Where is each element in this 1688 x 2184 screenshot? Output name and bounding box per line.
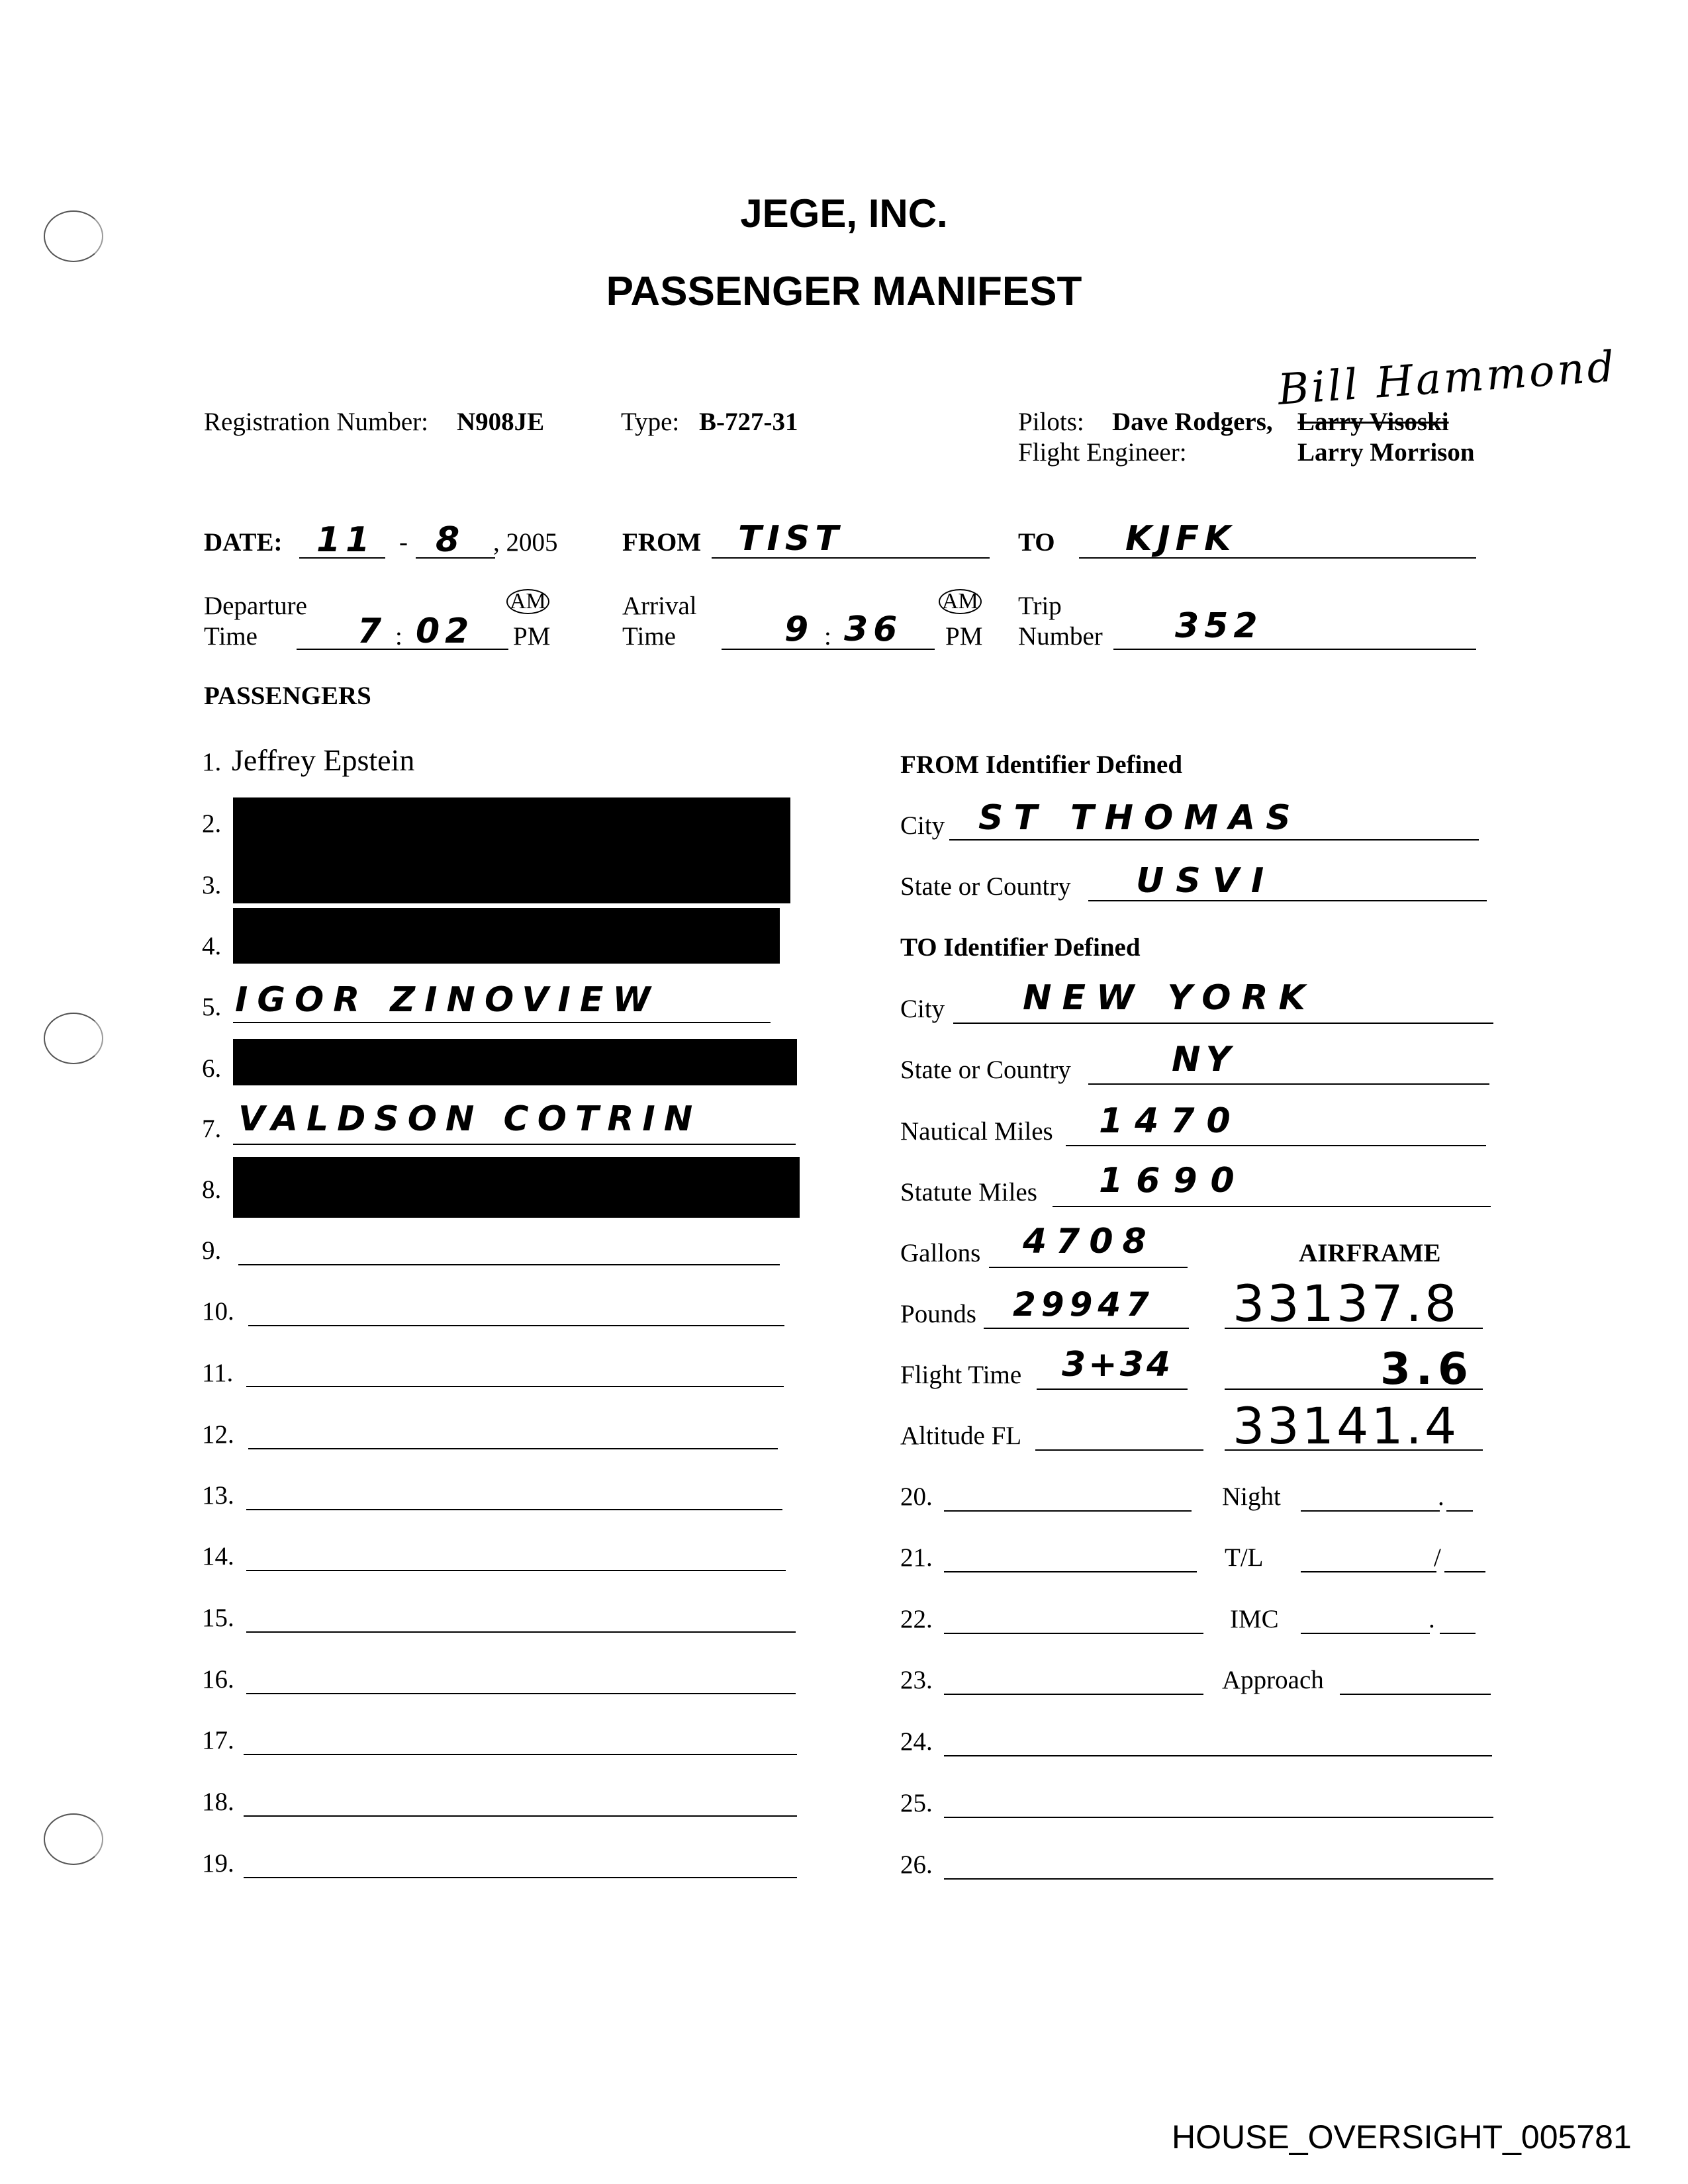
to-state-line [1088, 1083, 1489, 1085]
departure-pm: PM [513, 622, 551, 651]
row-number: 24. [900, 1727, 933, 1756]
passenger-number: 2. [202, 809, 222, 838]
passenger-line [246, 1693, 796, 1694]
airframe-1-value: 33137.8 [1233, 1274, 1460, 1333]
row-number: 20. [900, 1482, 933, 1511]
passenger-line [233, 1022, 771, 1023]
passenger-number: 10. [202, 1297, 234, 1326]
to-label: TO [1018, 528, 1055, 557]
passenger-name-handwritten: IGOR ZINOVIEW [235, 980, 660, 1020]
row-number: 21. [900, 1543, 933, 1572]
passenger-number: 6. [202, 1054, 222, 1083]
registration-label: Registration Number: [204, 408, 429, 436]
pilot-2-struck: Larry Visoski [1297, 408, 1449, 436]
flight-time-label: Flight Time [900, 1361, 1022, 1389]
statute-miles-value: 1690 [1099, 1161, 1248, 1201]
row-line [944, 1510, 1192, 1512]
imc-label: IMC [1230, 1605, 1279, 1633]
trip-line [1113, 649, 1476, 650]
pilots-label: Pilots: [1018, 408, 1084, 436]
imc-line [1301, 1633, 1430, 1634]
altitude-label: Altitude FL [900, 1422, 1022, 1450]
date-label: DATE: [204, 528, 283, 557]
passenger-number: 15. [202, 1604, 234, 1632]
to-identifier-heading: TO Identifier Defined [900, 933, 1141, 962]
imc-dot: . [1429, 1605, 1435, 1633]
gallons-value: 4708 [1023, 1222, 1156, 1261]
pounds-line [984, 1328, 1189, 1329]
departure-colon: : [395, 622, 402, 651]
passenger-number: 18. [202, 1788, 234, 1816]
page-title: PASSENGER MANIFEST [606, 269, 1082, 314]
redaction-box [233, 908, 780, 964]
pilot-1: Dave Rodgers, [1112, 408, 1273, 436]
passenger-number: 7. [202, 1115, 222, 1143]
trip-value: 352 [1175, 606, 1263, 646]
date-month: 11 [316, 520, 375, 560]
passenger-number: 12. [202, 1420, 234, 1449]
company-name: JEGE, INC. [740, 191, 948, 236]
redaction-box [233, 1039, 797, 1085]
night-line [1301, 1510, 1440, 1512]
passenger-name-typed: Jeffrey Epstein [232, 743, 415, 777]
passenger-number: 17. [202, 1726, 234, 1754]
passenger-number: 8. [202, 1175, 222, 1204]
imc-decimal-line [1440, 1633, 1476, 1634]
date-dash: - [399, 528, 408, 557]
pilot-added-handwritten: Bill Hammond [1276, 342, 1618, 415]
passenger-line [248, 1325, 784, 1326]
passenger-number: 5. [202, 993, 222, 1021]
from-city-label: City [900, 811, 945, 840]
flight-time-value: 3+34 [1062, 1345, 1174, 1385]
binder-hole-bottom [44, 1813, 103, 1865]
passenger-number: 4. [202, 932, 222, 960]
bates-number: HOUSE_OVERSIGHT_005781 [1172, 2118, 1632, 2156]
airframe-label: AIRFRAME [1299, 1239, 1441, 1267]
passenger-number: 19. [202, 1849, 234, 1878]
type-label: Type: [621, 408, 680, 436]
airframe-2-value: 3.6 [1380, 1343, 1474, 1394]
row-line [944, 1817, 1493, 1818]
row-number: 25. [900, 1789, 933, 1817]
passenger-line [246, 1631, 796, 1633]
passenger-line [244, 1754, 797, 1755]
passenger-line [244, 1877, 797, 1878]
altitude-line [1035, 1449, 1203, 1451]
departure-label-2: Time [204, 622, 258, 651]
passenger-number: 16. [202, 1665, 234, 1694]
arrival-pm: PM [945, 622, 983, 651]
passenger-line [233, 1144, 796, 1145]
airframe-3-value: 33141.4 [1233, 1396, 1460, 1455]
date-day: 8 [436, 520, 465, 560]
row-line [944, 1755, 1492, 1756]
statute-miles-line [1053, 1206, 1491, 1207]
from-city-line [949, 839, 1479, 841]
to-state-label: State or Country [900, 1056, 1071, 1084]
passenger-line [244, 1815, 797, 1817]
from-state-value: USVI [1136, 861, 1276, 901]
passenger-number: 13. [202, 1481, 234, 1510]
row-number: 26. [900, 1850, 933, 1879]
arrival-label-2: Time [622, 622, 676, 651]
to-city-line [953, 1023, 1493, 1024]
from-identifier-heading: FROM Identifier Defined [900, 751, 1183, 779]
row-line [944, 1878, 1493, 1880]
passenger-number: 11. [202, 1359, 234, 1387]
passenger-line [238, 1264, 780, 1265]
row-number: 22. [900, 1605, 933, 1633]
nautical-miles-label: Nautical Miles [900, 1117, 1053, 1146]
type-value: B-727-31 [699, 408, 798, 436]
pounds-label: Pounds [900, 1300, 976, 1328]
trip-label-2: Number [1018, 622, 1103, 651]
tl-slash: / [1434, 1543, 1441, 1572]
from-label: FROM [622, 528, 702, 557]
row-number: 23. [900, 1666, 933, 1694]
passenger-line [246, 1509, 782, 1510]
row-line [944, 1571, 1197, 1572]
night-decimal-line [1446, 1510, 1473, 1512]
passenger-number: 14. [202, 1542, 234, 1570]
approach-label: Approach [1222, 1666, 1324, 1694]
departure-min: 02 [416, 612, 475, 651]
departure-label-1: Departure [204, 592, 307, 620]
arrival-am: AM [939, 589, 982, 614]
approach-line [1340, 1694, 1491, 1695]
to-city-label: City [900, 995, 945, 1023]
redaction-box [233, 1157, 800, 1218]
night-dot: . [1438, 1482, 1444, 1511]
statute-miles-label: Statute Miles [900, 1178, 1037, 1206]
date-year: , 2005 [493, 528, 558, 557]
to-value: KJFK [1125, 519, 1237, 559]
passenger-number: 9. [202, 1236, 222, 1265]
from-state-label: State or Country [900, 872, 1071, 901]
passenger-line [246, 1570, 786, 1571]
to-city-value: NEW YORK [1023, 978, 1316, 1018]
passenger-line [248, 1448, 778, 1449]
from-city-value: ST THOMAS [978, 798, 1301, 838]
gallons-label: Gallons [900, 1239, 981, 1267]
redaction-box [233, 797, 790, 903]
arrival-hour: 9 [784, 610, 814, 649]
arrival-min: 36 [844, 610, 903, 649]
passengers-heading: PASSENGERS [204, 682, 371, 710]
departure-am: AM [506, 589, 549, 614]
trip-label-1: Trip [1018, 592, 1062, 620]
tl-after-line [1444, 1571, 1485, 1572]
nautical-miles-line [1066, 1145, 1486, 1146]
from-value: TIST [738, 519, 844, 559]
passenger-number: 3. [202, 871, 222, 899]
passenger-name-handwritten: VALDSON COTRIN [238, 1099, 702, 1139]
arrival-colon: : [824, 622, 831, 651]
binder-hole-middle [44, 1013, 103, 1064]
flight-time-line [1037, 1388, 1188, 1390]
departure-line [297, 649, 508, 650]
passenger-number: 1. [202, 748, 222, 776]
engineer-label: Flight Engineer: [1018, 438, 1187, 467]
gallons-line [989, 1267, 1188, 1268]
nautical-miles-value: 1470 [1099, 1101, 1243, 1141]
passenger-line [246, 1386, 784, 1387]
pounds-value: 29947 [1013, 1285, 1154, 1324]
tl-label: T/L [1225, 1543, 1264, 1572]
row-line [944, 1694, 1203, 1695]
arrival-label-1: Arrival [622, 592, 697, 620]
departure-hour: 7 [357, 612, 387, 651]
registration-value: N908JE [457, 408, 545, 436]
night-label: Night [1222, 1482, 1281, 1511]
to-state-value: NY [1172, 1040, 1237, 1079]
engineer-value: Larry Morrison [1297, 438, 1475, 467]
tl-line [1301, 1571, 1436, 1572]
row-line [944, 1633, 1203, 1634]
